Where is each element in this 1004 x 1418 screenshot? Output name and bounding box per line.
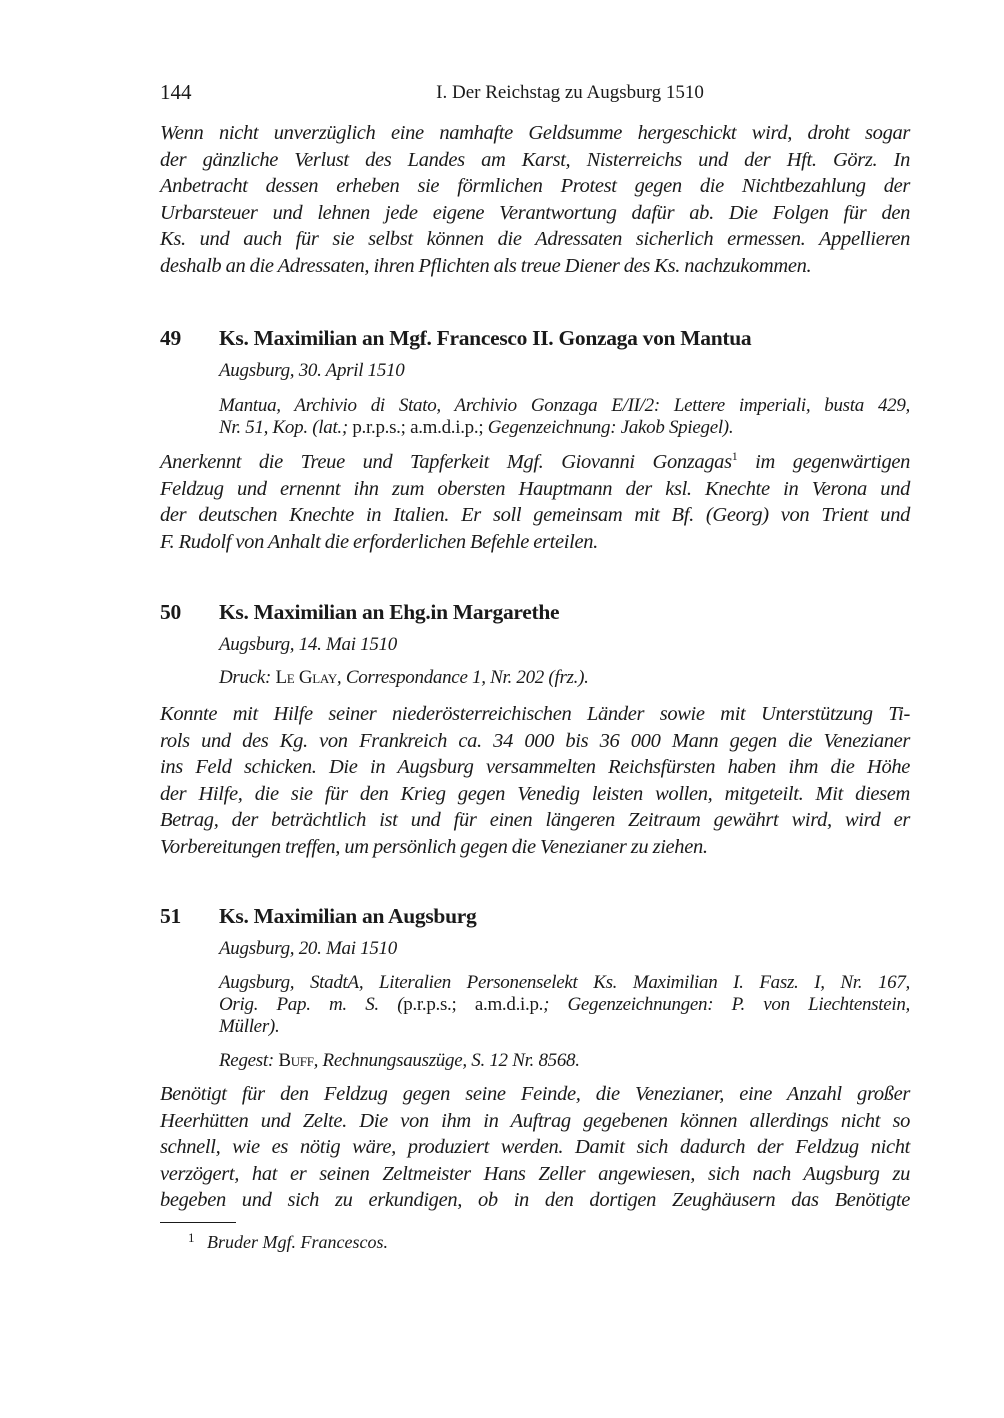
- date-text: Augsburg, 20. Mai 1510: [219, 938, 397, 959]
- source-text: Orig. Pap. m. S. (: [219, 994, 404, 1015]
- text-line: Feldzug und ernennt ihn zum obersten Hauptmann der ksl. Knechte in Verona und: [160, 477, 910, 500]
- space: [457, 994, 475, 1015]
- regest-label: Regest:: [219, 1050, 279, 1071]
- text-line: Konnte mit Hilfe seiner niederösterreichischen Länder sowie mit Unterstützung Ti-: [160, 703, 910, 725]
- document-summary-49: [160, 449, 910, 555]
- text-line: Anbetracht dessen erheben sie förmlichen Protest gegen die Nichtbezahlung der: [160, 175, 910, 198]
- abbrev-text: a.m.d.i.p.;: [410, 417, 484, 438]
- page-number: 144: [160, 80, 192, 104]
- document-title: Ks. Maximilian an Ehg.in Margarethe: [219, 600, 560, 624]
- document-heading-49: [160, 326, 910, 356]
- text-line: Urbarsteuer und lehnen jede eigene Verantwortung dafür ab. Die Folgen für den: [160, 201, 910, 224]
- text-line: begeben und sich zu erkundigen, ob in den dortigen Zeughäusern das Benötigte: [160, 1189, 910, 1212]
- abbrev-text: p.r.p.s.;: [403, 994, 457, 1015]
- document-title: Ks. Maximilian an Mgf. Francesco II. Gonzaga von Mantua: [219, 326, 752, 350]
- text-line: schnell, wie es nötig wäre, produziert werden. Damit sich dadurch der Feldzug nicht: [160, 1136, 910, 1159]
- footnote-1: [188, 1230, 388, 1253]
- running-title: I. Der Reichstag zu Augsburg 1510: [436, 82, 704, 103]
- text-line: ins Feld schicken. Die in Augsburg versammelten Reichsfürsten haben ihm die Höhe: [160, 756, 910, 779]
- document-date: [219, 634, 910, 656]
- document-number: 49: [160, 326, 181, 350]
- text-line: [160, 449, 910, 476]
- source-line: [219, 994, 910, 1016]
- footnote-text: Bruder Mgf. Francescos.: [207, 1232, 388, 1252]
- text-line: Betrag, der beträchtlich ist und für einen längeren Zeitraum gewährt wird, wird er: [160, 809, 910, 832]
- source-text: Gegenzeichnung: Jakob Spiegel).: [483, 417, 734, 438]
- text-line: Ks. und auch für sie selbst können die Adressaten sicherlich ermessen. Appellieren: [160, 228, 910, 251]
- text-line: Vorbereitungen treffen, um persönlich gegen die Venezianer zu ziehen.: [160, 835, 708, 858]
- document-source: [219, 667, 910, 689]
- document-number: 51: [160, 904, 181, 928]
- text-line: F. Rudolf von Anhalt die erforderlichen Befehle erteilen.: [160, 530, 598, 553]
- document-source: [219, 395, 910, 439]
- abbrev-text: p.r.p.s.;: [352, 417, 406, 438]
- source-line: Augsburg, StadtA, Literalien Personenselekt Ks. Maximilian I. Fasz. I, Nr. 167,: [219, 972, 910, 993]
- regest-author: Buff: [278, 1050, 314, 1071]
- summary-text: Anerkennt die Treue und Tapferkeit Mgf. Giovanni Gonzagas: [160, 451, 732, 473]
- footnote-mark: 1: [188, 1230, 195, 1245]
- text-line: deshalb an die Adressaten, ihren Pflichten als treue Diener des Ks. nachzukommen.: [160, 254, 812, 277]
- source-line: [219, 417, 910, 439]
- summary-text: im gegenwärtigen: [737, 451, 911, 473]
- text-line: der gänzliche Verlust des Landes am Karst, Nisterreichs und der Hft. Görz. In: [160, 148, 910, 171]
- document-date: [219, 938, 910, 960]
- abbrev-text: a.m.d.i.p.: [474, 994, 544, 1015]
- source-text: Nr. 51, Kop. (lat.;: [219, 417, 353, 438]
- document-regest: [219, 1050, 910, 1072]
- text-line: verzögert, hat er seinen Zeltmeister Hans Zeller angewiesen, sich nach Augsburg zu: [160, 1162, 910, 1185]
- footnote-divider: [160, 1222, 236, 1223]
- intro-paragraph: [160, 120, 910, 280]
- source-author: Le Glay: [275, 667, 337, 688]
- regest-text: , Rechnungsauszüge, S. 12 Nr. 8568.: [313, 1050, 580, 1071]
- source-line: Müller).: [219, 1016, 280, 1037]
- source-text: ; Gegenzeichnungen: P. von Liechtenstein,: [543, 994, 910, 1015]
- date-text: Augsburg, 14. Mai 1510: [219, 634, 397, 655]
- document-date: [219, 360, 910, 382]
- text-line: Wenn nicht unverzüglich eine namhafte Geldsumme hergeschickt wird, droht sogar: [160, 122, 910, 144]
- document-number: 50: [160, 600, 181, 624]
- source-text: , Correspondance 1, Nr. 202 (frz.).: [336, 667, 589, 688]
- running-head: [160, 80, 910, 106]
- source-line: [219, 667, 910, 689]
- footnote-reference[interactable]: 1: [731, 449, 738, 463]
- date-text: Augsburg, 30. April 1510: [219, 360, 405, 381]
- document-source: [219, 972, 910, 1038]
- text-line: Heerhütten und Zelte. Die von ihm in Auftrag gegebenen können allerdings nicht so: [160, 1109, 910, 1132]
- document-heading-50: [160, 600, 910, 630]
- document-heading-51: [160, 904, 910, 934]
- text-line: rols und des Kg. von Frankreich ca. 34 000 bis 36 000 Mann gegen die Venezianer: [160, 729, 910, 752]
- document-title: Ks. Maximilian an Augsburg: [219, 904, 477, 928]
- source-label: Druck:: [219, 667, 276, 688]
- source-line: Mantua, Archivio di Stato, Archivio Gonzaga E/II/2: Lettere imperiali, busta 429,: [219, 395, 910, 416]
- text-line: der deutschen Knechte in Italien. Er soll gemeinsam mit Bf. (Georg) von Trient und: [160, 504, 910, 527]
- text-line: der Hilfe, die sie für den Krieg gegen Venedig leisten wollen, mitgeteilt. Mit diesem: [160, 782, 910, 805]
- text-line: Benötigt für den Feldzug gegen seine Feinde, die Venezianer, eine Anzahl großer: [160, 1083, 910, 1105]
- document-summary-50: [160, 701, 910, 861]
- document-summary-51: [160, 1081, 910, 1214]
- regest-line: [219, 1050, 910, 1072]
